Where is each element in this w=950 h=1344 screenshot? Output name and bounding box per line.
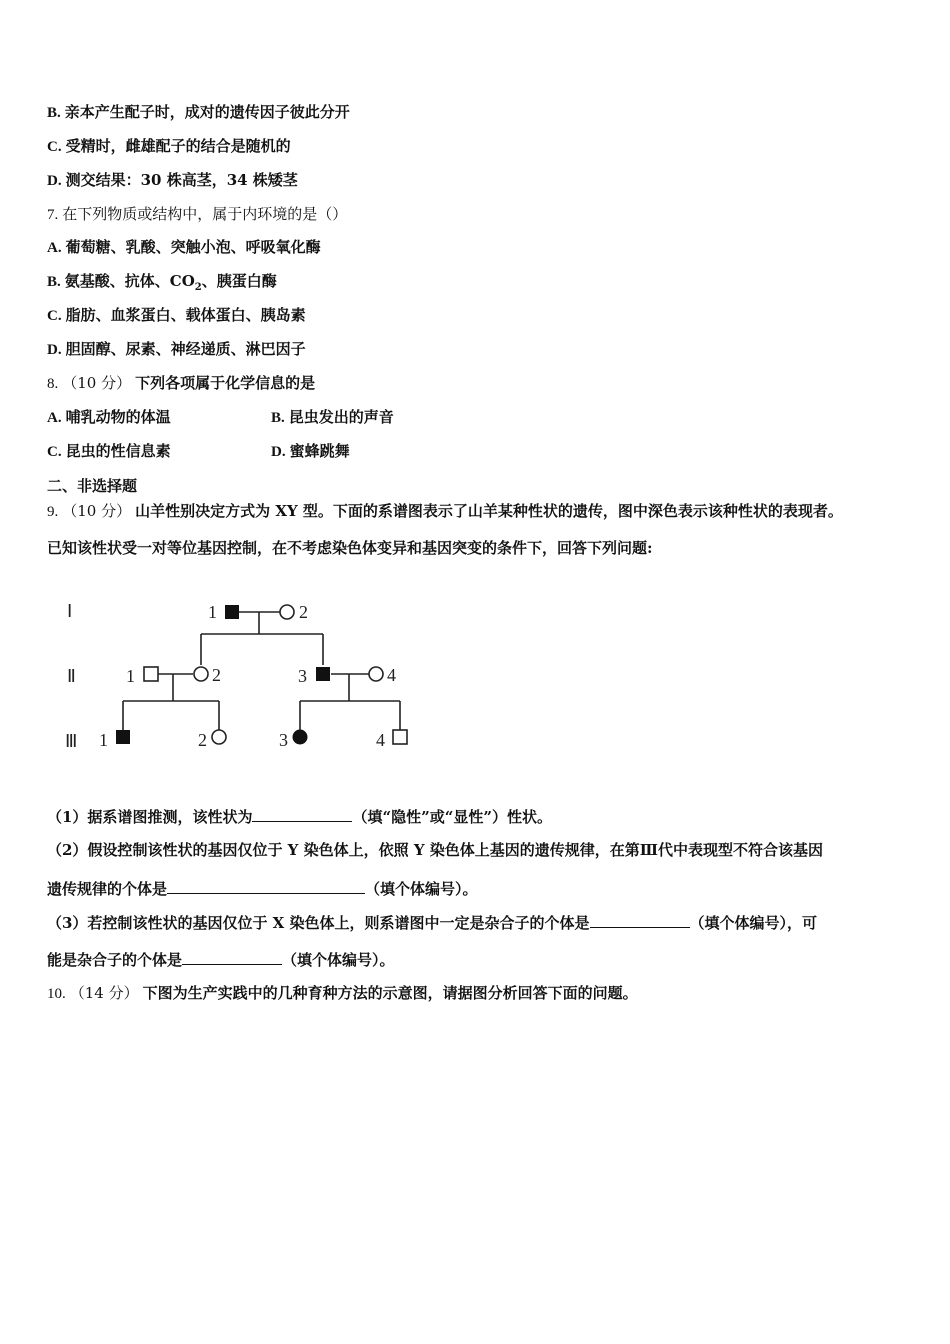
individual-ii2-female — [194, 667, 208, 681]
q8-stem: 8. （10 分） 下列各项属于化学信息的是 — [47, 374, 316, 392]
answer-blank-4[interactable] — [182, 948, 282, 965]
q9-sub3-line1: （3）若控制该性状的基因仅位于 X 染色体上，则系谱图中一定是杂合子的个体是 （填个体编号），可 — [47, 911, 817, 933]
q9-sub2-line2: 遗传规律的个体是 （填个体编号）。 — [47, 877, 478, 899]
generation-label-3: Ⅲ — [65, 731, 78, 751]
q7-stem: 7. 在下列物质或结构中，属于内环境的是（） — [47, 205, 348, 223]
individual-label-i1: 1 — [208, 602, 217, 622]
q7-option-c: C. 脂肪、血浆蛋白、载体蛋白、胰岛素 — [47, 306, 306, 324]
q6-option-d: D. 测交结果：30 株高茎，34 株矮茎 — [47, 171, 298, 189]
q7-option-b: B. 氨基酸、抗体、$CO_2$、胰蛋白酶 — [47, 272, 277, 293]
individual-label-iii1: 1 — [99, 730, 108, 750]
individual-label-ii3: 3 — [298, 666, 307, 686]
individual-label-iii4: 4 — [376, 730, 385, 750]
q6-option-b: B. 亲本产生配子时，成对的遗传因子彼此分开 — [47, 103, 350, 121]
q8-option-b: B. 昆虫发出的声音 — [271, 408, 394, 426]
answer-blank-3[interactable] — [590, 911, 690, 928]
individual-label-ii1: 1 — [126, 666, 135, 686]
individual-label-i2: 2 — [299, 602, 308, 622]
q9-stem-line2: 已知该性状受一对等位基因控制，在不考虑染色体变异和基因突变的条件下，回答下列问题: — [47, 539, 653, 557]
individual-ii4-female — [369, 667, 383, 681]
answer-blank-2[interactable] — [167, 877, 365, 894]
individual-iii3-affected-female — [293, 730, 308, 745]
q9-sub3-line2: 能是杂合子的个体是 （填个体编号）。 — [47, 948, 395, 970]
individual-iii2-female — [212, 730, 226, 744]
q8-options-row1 — [47, 407, 467, 428]
q6-option-c: C. 受精时，雌雄配子的结合是随机的 — [47, 137, 291, 155]
individual-label-ii2: 2 — [212, 665, 221, 685]
pedigree-chart — [55, 590, 425, 760]
q9-sub1: （1）据系谱图推测，该性状为 （填“隐性”或“显性”）性状。 — [47, 805, 552, 827]
q10-stem: 10. （14 分） 下图为生产实践中的几种育种方法的示意图，请据图分析回答下面的问题。 — [47, 984, 638, 1002]
q7-option-d: D. 胆固醇、尿素、神经递质、淋巴因子 — [47, 340, 306, 358]
q8-option-d: D. 蜜蜂跳舞 — [271, 442, 350, 460]
q8-option-a: A. 哺乳动物的体温 — [47, 408, 171, 426]
individual-label-iii3: 3 — [279, 730, 288, 750]
individual-ii3-affected-male — [316, 667, 330, 681]
q9-stem-line1: 9. （10 分） 山羊性别决定方式为 XY 型。下面的系谱图表示了山羊某种性状的遗传，图中深色表示该种性状的表现者。 — [47, 502, 843, 520]
generation-label-1: Ⅰ — [67, 601, 73, 621]
q8-option-c: C. 昆虫的性信息素 — [47, 442, 171, 460]
answer-blank-1[interactable] — [252, 805, 352, 822]
section-heading: 二、非选择题 — [47, 477, 138, 495]
individual-iii1-affected-male — [116, 730, 130, 744]
individual-iii4-male — [393, 730, 407, 744]
individual-i1-affected-male — [225, 605, 239, 619]
individual-ii1-male — [144, 667, 158, 681]
individual-label-ii4: 4 — [387, 665, 396, 685]
q7-option-a: A. 葡萄糖、乳酸、突触小泡、呼吸氧化酶 — [47, 238, 321, 256]
q8-options-row2 — [47, 441, 467, 462]
generation-label-2: Ⅱ — [67, 666, 76, 686]
q9-sub2-line1: （2）假设控制该性状的基因仅位于 Y 染色体上，依照 Y 染色体上基因的遗传规律，在第Ⅲ代中表现型不符合该基因 — [47, 841, 824, 859]
individual-label-iii2: 2 — [198, 730, 207, 750]
individual-i2-female — [280, 605, 294, 619]
